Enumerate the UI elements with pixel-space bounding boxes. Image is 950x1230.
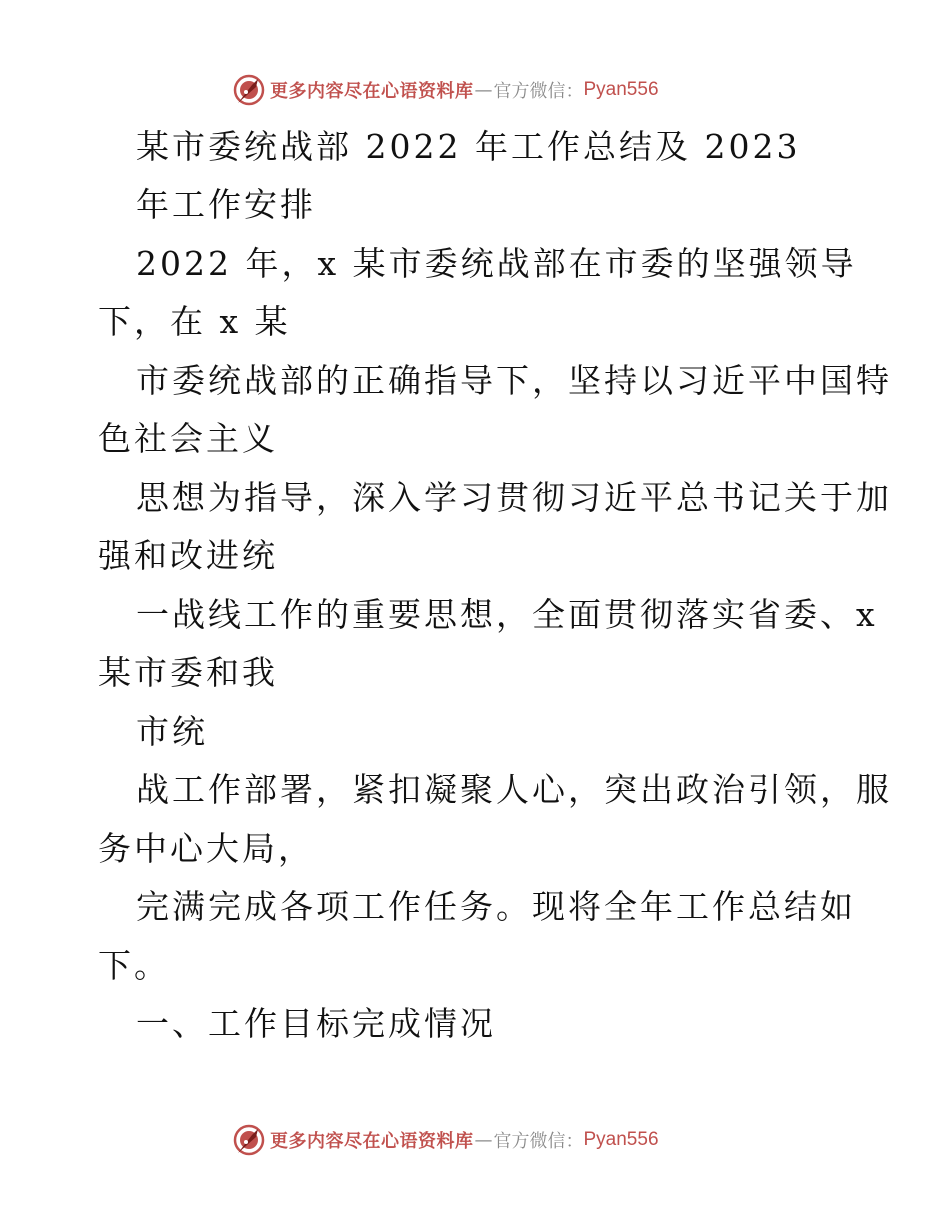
paragraph-line: 下，在 x 某 [98,302,291,341]
paragraph-line: 完满完成各项工作任务。现将全年工作总结如 [136,887,856,926]
paragraph-line: 市委统战部的正确指导下，坚持以习近平中国特 [136,361,892,400]
paragraph-line: 一战线工作的重要思想，全面贯彻落实省委、x [136,595,878,634]
section-heading: 一、工作目标完成情况 [136,1004,496,1043]
footer-watermark [232,1122,659,1158]
doc-title-line-2: 年工作安排 [136,185,316,224]
watermark-title: 更多内容尽在心语资料库 [270,1131,474,1152]
paragraph-line: 下。 [98,946,170,985]
watermark-subtitle: 官方微信： [493,1131,584,1152]
paragraph-line: 强和改进统 [98,536,278,575]
paragraph-line: 务中心大局， [98,829,314,868]
watermark-dash: — [474,1129,493,1151]
watermark-wechat-id: Pyan556 [583,79,659,100]
watermark-subtitle: 官方微信： [493,81,584,102]
header-watermark [232,72,659,108]
watermark-dash: — [474,79,493,101]
quill-seal-logo-icon [232,73,266,107]
quill-seal-logo-icon [232,1123,266,1157]
paragraph-line: 市统 [136,712,208,751]
paragraph-line: 某市委和我 [98,653,278,692]
paragraph-line: 2022 年，x 某市委统战部在市委的坚强领导 [136,244,857,283]
watermark-wechat-id: Pyan556 [583,1129,659,1150]
watermark-title: 更多内容尽在心语资料库 [270,81,474,102]
paragraph-line: 色社会主义 [98,419,278,458]
doc-title-line-1: 某市委统战部 2022 年工作总结及 2023 [136,127,801,166]
paragraph-line: 战工作部署，紧扣凝聚人心，突出政治引领，服 [136,770,892,809]
paragraph-line: 思想为指导，深入学习贯彻习近平总书记关于加 [136,478,892,517]
